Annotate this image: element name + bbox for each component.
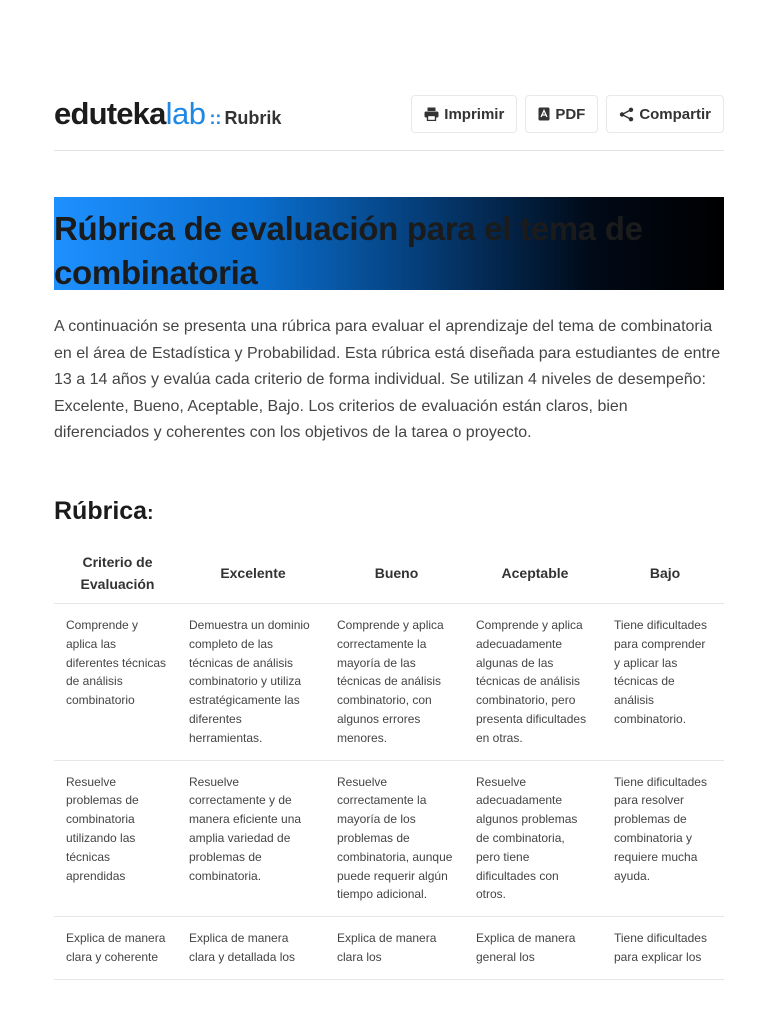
logo-eduteka: eduteka xyxy=(54,96,166,131)
pdf-label: PDF xyxy=(555,105,586,123)
cell-criterio: Explica de manera clara y coherente xyxy=(54,917,177,980)
logo-product: Rubrik xyxy=(224,108,282,128)
cell-excelente: Demuestra un dominio completo de las técnicas de análisis combinatorio y utiliza estratégicamente las diferentes herramientas. xyxy=(177,604,325,761)
print-button[interactable] xyxy=(411,95,517,133)
header-aceptable: Aceptable xyxy=(464,545,602,604)
title-banner xyxy=(54,197,724,290)
action-buttons xyxy=(411,95,724,133)
header-divider xyxy=(54,150,724,151)
cell-bueno: Comprende y aplica correctamente la mayoría de las técnicas de análisis combinatorio, con algunos errores menores. xyxy=(325,604,464,761)
header-bueno: Bueno xyxy=(325,545,464,604)
header xyxy=(54,92,724,136)
table-row xyxy=(54,604,724,761)
pdf-icon xyxy=(538,107,550,121)
printer-icon xyxy=(424,107,439,121)
cell-bueno: Explica de manera clara los xyxy=(325,917,464,980)
intro-paragraph: A continuación se presenta una rúbrica para evaluar el aprendizaje del tema de combinatoria en el área de Estadística y Probabilidad. Esta rúbrica está diseñada para estudiantes de entre 13 a 14 años y evalúa cada criterio de forma individual. Se utilizan 4 niveles de desempeño: Excelente, Bueno, Aceptable, Bajo. Los criterios de evaluación están claros, bien diferenciados y coherentes con los objetivos de la tarea o proyecto. xyxy=(54,318,721,441)
logo-lab: lab xyxy=(165,96,206,131)
share-icon xyxy=(619,107,634,122)
cell-aceptable: Resuelve adecuadamente algunos problemas de combinatoria, pero tiene dificultades con otros. xyxy=(464,760,602,917)
cell-bajo: Tiene dificultades para comprender y aplicar las técnicas de análisis combinatorio. xyxy=(602,604,724,761)
cell-aceptable: Explica de manera general los xyxy=(464,917,602,980)
print-label: Imprimir xyxy=(444,105,505,123)
cell-criterio: Comprende y aplica las diferentes técnicas de análisis combinatorio xyxy=(54,604,177,761)
cell-aceptable: Comprende y aplica adecuadamente algunas de las técnicas de análisis combinatorio, pero presenta dificultades en otras. xyxy=(464,604,602,761)
section-title xyxy=(54,497,153,526)
table-row xyxy=(54,917,724,980)
header-excelente: Excelente xyxy=(177,545,325,604)
header-criterio: Criterio de Evaluación xyxy=(54,545,177,604)
share-label: Compartir xyxy=(639,105,711,123)
cell-excelente: Resuelve correctamente y de manera eficiente una amplia variedad de problemas de combinatoria. xyxy=(177,760,325,917)
pdf-button[interactable] xyxy=(525,95,598,133)
cell-criterio: Resuelve problemas de combinatoria utilizando las técnicas aprendidas xyxy=(54,760,177,917)
table-row xyxy=(54,760,724,917)
logo[interactable] xyxy=(54,96,281,132)
cell-bajo: Tiene dificultades para explicar los xyxy=(602,917,724,980)
logo-separator: :: xyxy=(209,108,222,128)
cell-bueno: Resuelve correctamente la mayoría de los problemas de combinatoria, aunque puede requerir algún tiempo adicional. xyxy=(325,760,464,917)
rubric-table xyxy=(54,545,724,980)
header-bajo: Bajo xyxy=(602,545,724,604)
section-title-text: Rúbrica xyxy=(54,497,148,525)
cell-bajo: Tiene dificultades para resolver problemas de combinatoria y requiere mucha ayuda. xyxy=(602,760,724,917)
page-title: Rúbrica de evaluación para el tema de combinatoria xyxy=(54,210,643,290)
share-button[interactable] xyxy=(606,95,724,133)
table-header-row xyxy=(54,545,724,604)
cell-excelente: Explica de manera clara y detallada los xyxy=(177,917,325,980)
section-title-colon: : xyxy=(147,503,154,524)
